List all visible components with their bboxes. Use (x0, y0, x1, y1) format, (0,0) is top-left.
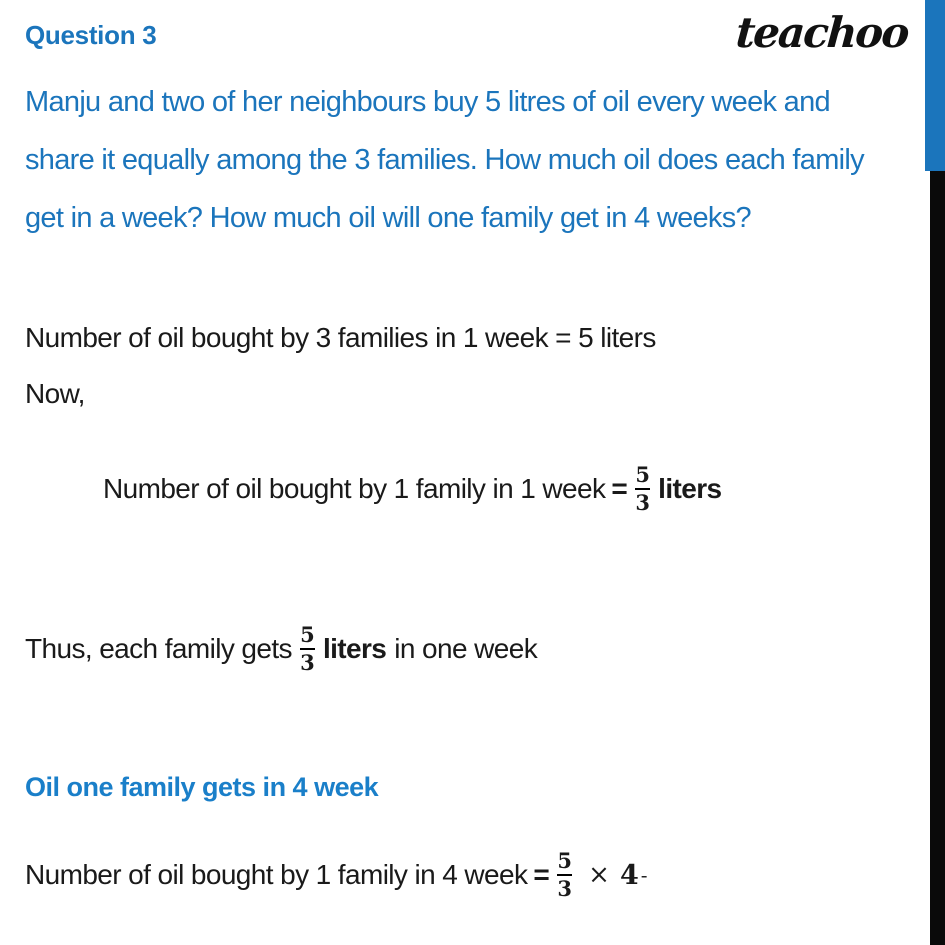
fraction-denominator: 3 (557, 876, 572, 901)
four-week-section-heading: Oil one family gets in 4 week (25, 772, 379, 802)
conclusion-text-after: in one week (394, 633, 538, 664)
unit-label: liters (658, 473, 722, 504)
question-text-line-2: share it equally among the 3 families. How much oil does each family (25, 144, 864, 176)
equation-lhs: Number of oil bought by 1 family in 4 week (25, 859, 528, 890)
conclusion-text-before: Thus, each family gets (25, 633, 292, 664)
fraction-numerator: 5 (300, 621, 315, 647)
question-text-line-1: Manju and two of her neighbours buy 5 litres of oil every week and (25, 86, 830, 118)
multiplier-value: 4 (619, 859, 639, 891)
fraction-five-thirds (635, 461, 650, 515)
fraction-numerator: 5 (557, 847, 572, 873)
equals-sign: = (533, 859, 550, 890)
equals-sign: = (611, 473, 628, 504)
question-number-heading: Question 3 (25, 20, 157, 50)
stray-mark: - (640, 863, 647, 887)
equation-oil-per-family-four-weeks (25, 844, 647, 906)
multiplication-sign: × (588, 860, 610, 890)
unit-label: liters (322, 633, 387, 664)
fraction-five-thirds (557, 847, 572, 901)
teachoo-logo: teachoo (733, 8, 909, 57)
fraction-numerator: 5 (635, 461, 650, 487)
equation-oil-per-family-per-week (103, 458, 722, 520)
solution-now-label: Now, (25, 378, 85, 409)
conclusion-per-week (25, 618, 537, 680)
edge-bar-black (930, 171, 945, 945)
solution-statement-1: Number of oil bought by 3 families in 1 week = 5 liters (25, 322, 656, 353)
edge-bar-blue (925, 0, 945, 171)
question-text-line-3: get in a week? How much oil will one family get in 4 weeks? (25, 202, 751, 234)
equation-lhs: Number of oil bought by 1 family in 1 week (103, 473, 606, 504)
fraction-denominator: 3 (300, 650, 315, 675)
fraction-denominator: 3 (635, 490, 650, 515)
fraction-five-thirds (300, 621, 315, 675)
